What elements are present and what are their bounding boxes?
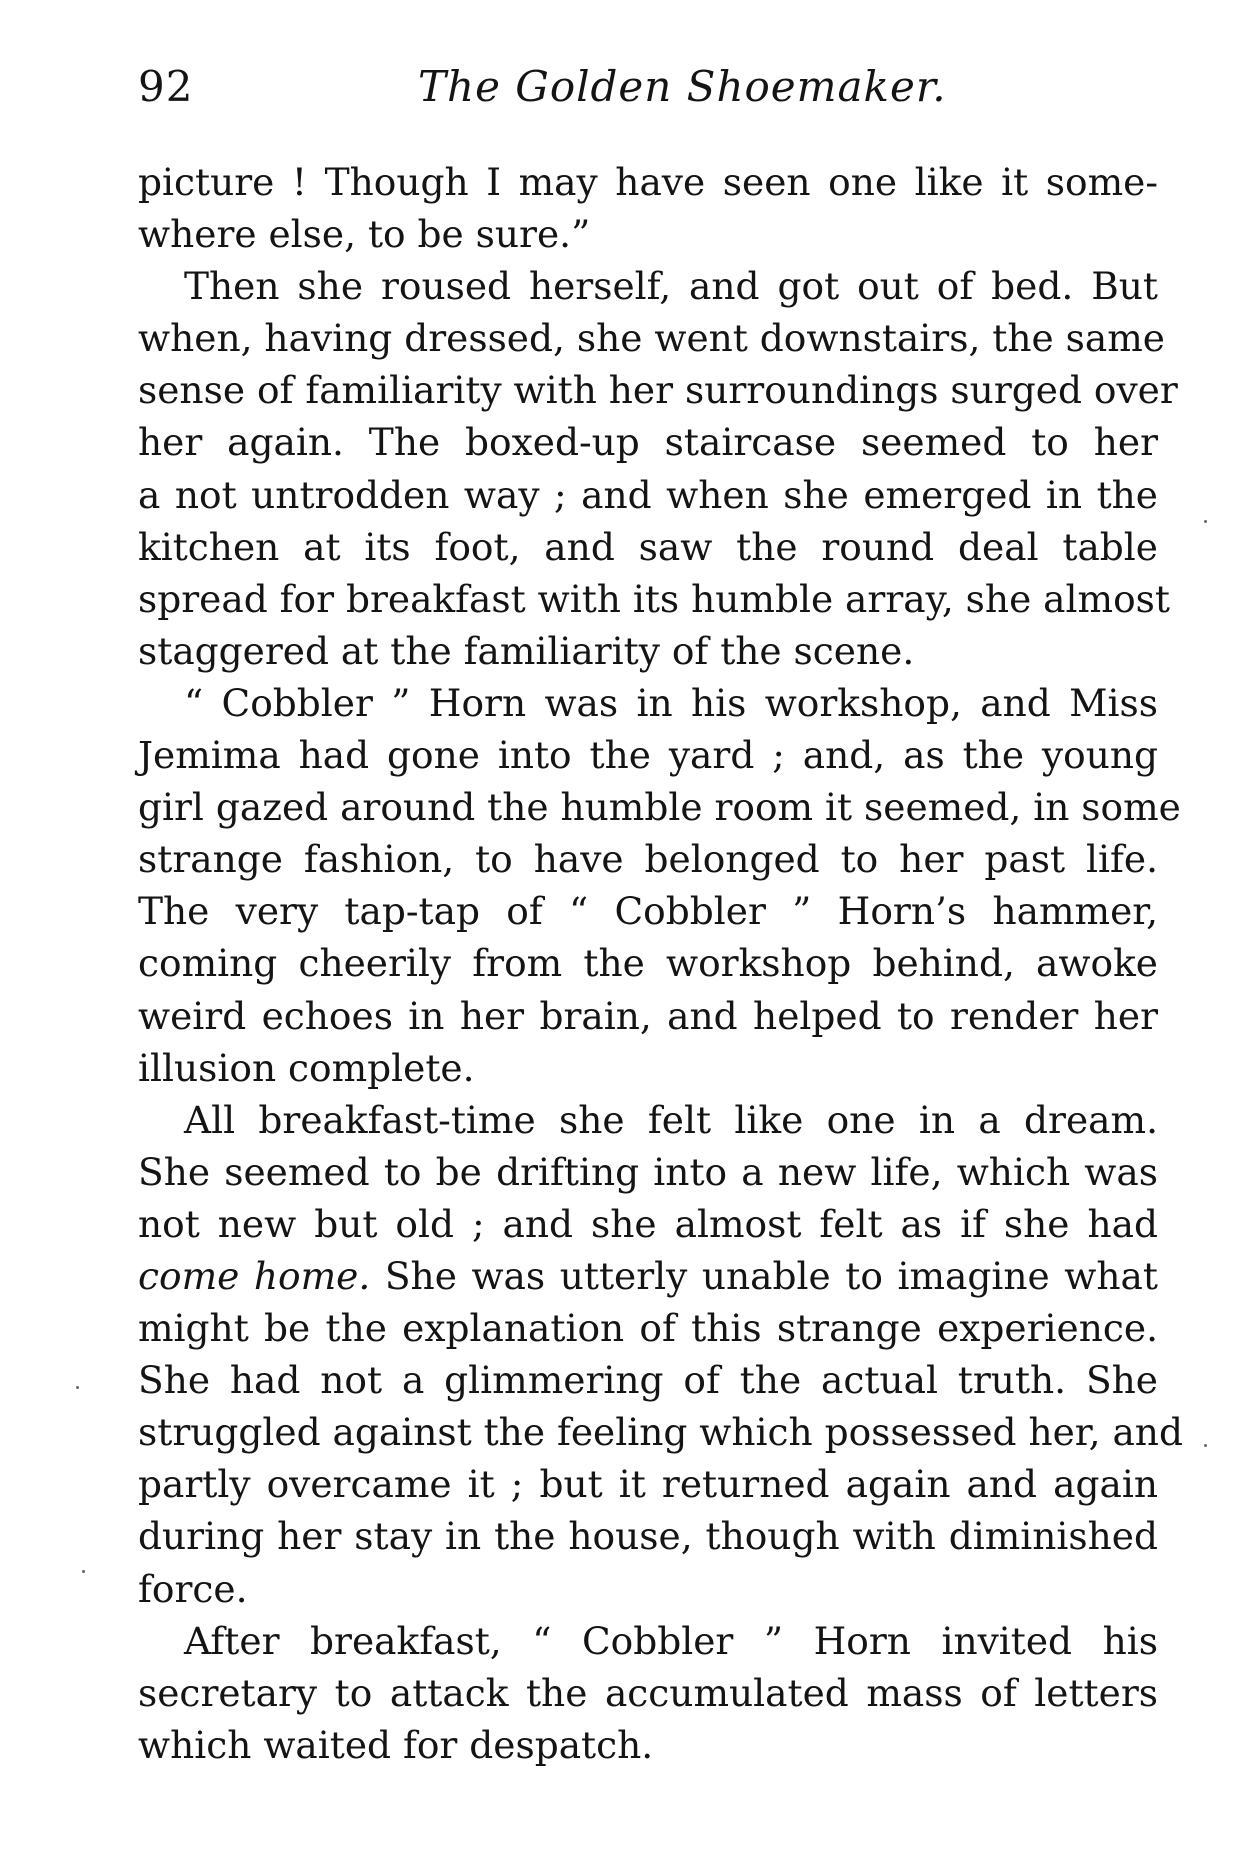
running-title: The Golden Shoemaker.	[418, 62, 947, 111]
text-line: sense of familiarity with her surroundings surged over	[138, 368, 1178, 413]
text-line: kitchen at its foot, and saw the round deal table	[138, 524, 1158, 569]
text-line: where else, to be sure.”	[138, 212, 591, 257]
text-line: her again. The boxed-up staircase seemed to her	[138, 420, 1158, 465]
text-line: illusion complete.	[138, 1045, 475, 1090]
body-text	[138, 156, 1183, 1771]
text-line: partly overcame it ; but it returned again and again	[138, 1462, 1158, 1507]
text-line: force.	[138, 1566, 248, 1611]
text-line: picture ! Though I may have seen one like it some-	[138, 160, 1158, 204]
text-line: Jemima had gone into the yard ; and, as the young	[138, 733, 1158, 778]
text-line: secretary to attack the accumulated mass of letters	[138, 1670, 1158, 1715]
text-line: spread for breakfast with its humble array, she almost	[138, 576, 1170, 621]
text-line: “ Cobbler ” Horn was in his workshop, and Miss	[184, 680, 1158, 725]
paper-speck	[76, 1386, 79, 1389]
text-line: struggled against the feeling which possessed her, and	[138, 1410, 1183, 1455]
text-line: staggered at the familiarity of the scene.	[138, 628, 915, 673]
text-line: when, having dressed, she went downstairs, the same	[138, 316, 1165, 361]
text-line: The very tap-tap of “ Cobbler ” Horn’s hammer,	[138, 889, 1158, 934]
paper-speck	[82, 1570, 85, 1573]
text-line: She had not a glimmering of the actual truth. She	[138, 1358, 1158, 1403]
page-number: 92	[138, 62, 194, 111]
text-line: a not untrodden way ; and when she emerged in the	[138, 472, 1158, 517]
paper-speck	[1204, 520, 1207, 523]
running-head	[138, 62, 1158, 122]
paper-speck	[1204, 1444, 1207, 1447]
text-line: come home. She was utterly unable to imagine what	[138, 1253, 1158, 1298]
text-line: girl gazed around the humble room it seemed, in some	[138, 785, 1181, 830]
text-line: might be the explanation of this strange experience.	[138, 1306, 1158, 1351]
text-line: After breakfast, “ Cobbler ” Horn invited his	[184, 1618, 1158, 1663]
text-line: weird echoes in her brain, and helped to render her	[138, 993, 1158, 1038]
text-line: coming cheerily from the workshop behind, awoke	[138, 941, 1158, 986]
text-line: during her stay in the house, though with diminished	[138, 1514, 1158, 1559]
italic-phrase: come home.	[138, 1253, 371, 1298]
text-line: not new but old ; and she almost felt as if she had	[138, 1201, 1158, 1246]
text-line: Then she roused herself, and got out of bed. But	[184, 264, 1158, 309]
text-line: strange fashion, to have belonged to her past life.	[138, 837, 1158, 882]
text-line: She seemed to be drifting into a new life, which was	[138, 1149, 1158, 1194]
text-line: which waited for despatch.	[138, 1722, 654, 1767]
text-line: All breakfast-time she felt like one in a dream.	[184, 1097, 1158, 1142]
